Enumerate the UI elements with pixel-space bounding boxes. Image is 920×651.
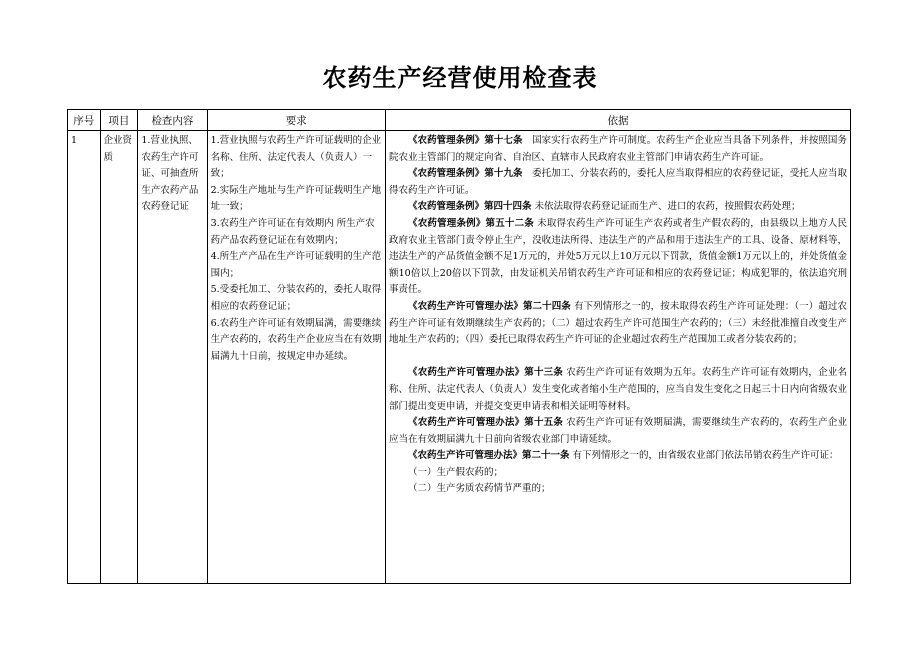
cell-basis — [386, 131, 851, 584]
basis-paragraph — [389, 481, 847, 498]
requirement-item: 6.农药生产许可证有效期届满，需要继续生产农药的，农药生产企业应当在有效期届满九十日前，按规定申办延续。 — [210, 317, 382, 362]
cell-item: 企业资质 — [100, 131, 138, 584]
law-reference: 《农药管理条例》第十九条 — [408, 168, 523, 180]
basis-paragraph — [389, 299, 847, 349]
law-reference: 《农药生产许可管理办法》第二十一条 — [408, 450, 570, 462]
header-no: 序号 — [68, 110, 101, 131]
table-header-row — [68, 110, 851, 131]
law-text: 有下列情形之一的，由省级农业部门依法吊销农药生产许可证： — [569, 450, 839, 462]
basis-paragraph — [389, 216, 847, 299]
law-text: 农药生产许可证有效期届满，需要继续生产农药的，农药生产企业应当在有效期届满九十日前向省级农业部门申请延续。 — [389, 417, 847, 445]
law-text: 有下列情形之一的，按未取得农药生产许可证处理：（一）超过农药生产许可证有效期继续生产农药的；（二）超过农药生产许可范围生产农药的；（三）未经批准擅自改变生产地址生产农药的；（四）委托已取得农药生产许可证的企业超过农药生产范围加工或者分装农药的； — [389, 300, 847, 346]
law-reference: 《农药管理条例》第四十四条 — [408, 201, 532, 213]
law-text: 国家实行农药生产许可制度。农药生产企业应当具备下列条件，并按照国务院农业主管部门的规定向省、自治区、直辖市人民政府农业主管部门申请农药生产许可证。 — [389, 135, 847, 163]
basis-paragraph — [389, 166, 847, 199]
law-reference: 《农药生产许可管理办法》第十五条 — [408, 417, 564, 429]
header-content: 检查内容 — [138, 110, 207, 131]
cell-no: 1 — [68, 131, 101, 584]
requirement-item: 1.营业执照与农药生产许可证载明的企业名称、住所、法定代表人（负责人）一致； — [210, 135, 382, 180]
law-text: （一）生产假农药的； — [408, 466, 504, 478]
table-row — [68, 131, 851, 584]
requirement-item: 2.实际生产地址与生产许可证载明生产地址一致； — [210, 184, 382, 213]
requirement-item: 4.所生产产品在生产许可证载明的生产范围内； — [210, 251, 382, 279]
basis-paragraph — [389, 415, 847, 448]
basis-paragraph — [389, 465, 847, 482]
basis-paragraph — [389, 133, 847, 166]
basis-paragraph — [389, 199, 847, 216]
inspection-table — [67, 109, 851, 584]
law-reference: 《农药生产许可管理办法》第二十四条 — [408, 300, 571, 312]
law-text: （二）生产劣质农药情节严重的； — [408, 483, 551, 495]
basis-paragraph — [389, 448, 847, 465]
requirement-item: 5.受委托加工、分装农药的，委托人取得相应的农药登记证； — [210, 284, 382, 312]
law-text: 农药生产许可证有效期为五年。农药生产许可证有效期内，企业名称、住所、法定代表人（负责人）发生变化或者缩小生产范围的，应当自发生变化之日起三十日内向省级农业部门提出变更申请，并提交变更申请表和相关证明等材料。 — [389, 367, 847, 412]
page-title: 农药生产经营使用检查表 — [322, 64, 598, 92]
header-basis: 依据 — [386, 110, 851, 131]
law-reference: 《农药管理条例》第五十二条 — [408, 217, 534, 229]
law-text: 未依法取得农药登记证而生产、进口的农药，按照假农药处理； — [531, 201, 801, 213]
law-text: 委托加工、分装农药的，委托人应当取得相应的农药登记证，受托人应当取得农药生产许可证。 — [389, 168, 847, 196]
header-requirement: 要求 — [207, 110, 385, 131]
requirement-item: 3.农药生产许可证在有效期内 所生产农药产品农药登记证在有效期内； — [210, 217, 375, 246]
law-text: 未取得农药生产许可证生产农药或者生产假农药的，由县级以上地方人民政府农业主管部门责令停止生产，没收违法所得、违法生产的产品和用于违法生产的工具、设备、原材料等，违法生产的产品货值金额不足1万元的，并处5万元以上10万元以下罚款，货值金额1万元以上的，并处货值金额10倍以上20倍以下罚款，由发证机关吊销农药生产许可证和相应的农药登记证；构成犯罪的，依法追究刑事责任。 — [389, 217, 847, 296]
basis-paragraph — [389, 365, 847, 415]
law-reference: 《农药管理条例》第十七条 — [408, 135, 523, 146]
header-item: 项目 — [100, 110, 138, 131]
cell-requirements — [207, 131, 385, 584]
cell-content: 1.营业执照、农药生产许可证、可抽查所生产农药产品农药登记证 — [138, 131, 207, 584]
law-reference: 《农药生产许可管理办法》第十三条 — [408, 367, 564, 379]
